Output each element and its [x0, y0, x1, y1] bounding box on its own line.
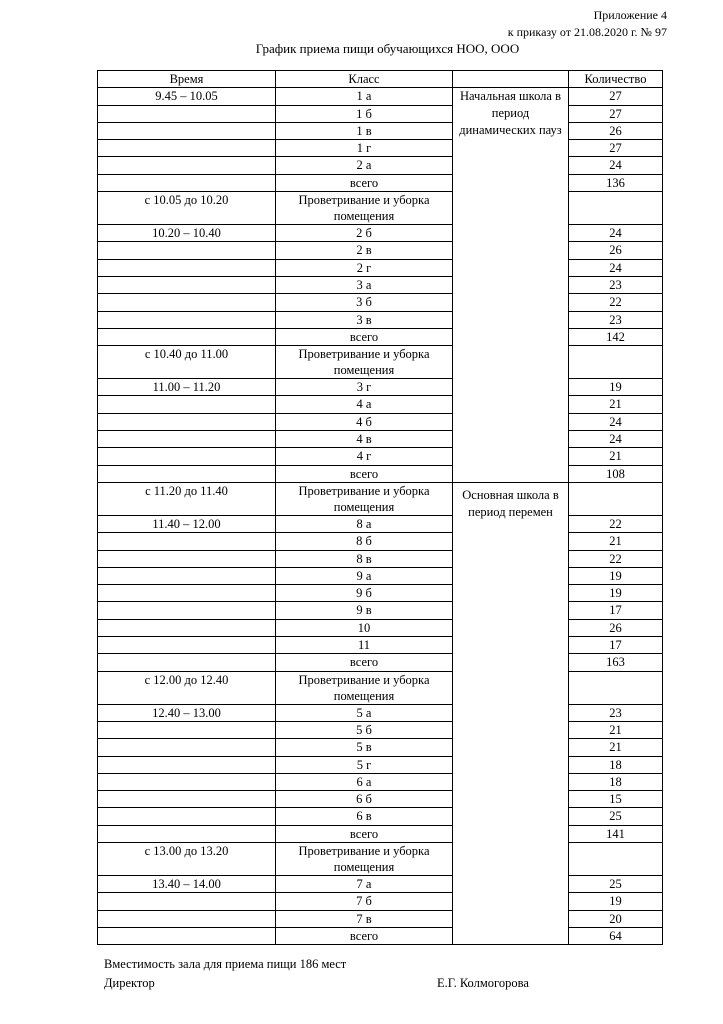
table-row	[98, 842, 663, 875]
class-cell: всего	[276, 328, 453, 345]
count-cell: 17	[569, 637, 663, 654]
time-cell: 12.40 – 13.00	[98, 704, 276, 721]
table-row	[98, 739, 663, 756]
class-cell: 3 в	[276, 311, 453, 328]
table-row	[98, 721, 663, 738]
count-cell: 136	[569, 174, 663, 191]
time-cell	[98, 721, 276, 738]
count-cell: 27	[569, 105, 663, 122]
count-cell: 17	[569, 602, 663, 619]
period-cell: Основная школа в период перемен	[453, 482, 569, 944]
count-cell: 18	[569, 756, 663, 773]
table-row	[98, 140, 663, 157]
count-cell: 23	[569, 311, 663, 328]
class-cell: 6 в	[276, 808, 453, 825]
time-cell	[98, 808, 276, 825]
count-cell: 26	[569, 122, 663, 139]
appendix-label: Приложение 4	[593, 8, 667, 22]
class-cell: всего	[276, 465, 453, 482]
count-cell: 27	[569, 140, 663, 157]
time-cell	[98, 174, 276, 191]
class-cell: 5 а	[276, 704, 453, 721]
count-cell: 26	[569, 242, 663, 259]
table-row	[98, 602, 663, 619]
time-cell	[98, 122, 276, 139]
time-cell	[98, 910, 276, 927]
count-cell: 24	[569, 225, 663, 242]
column-header-period	[453, 71, 569, 88]
table-row	[98, 704, 663, 721]
class-cell: 2 в	[276, 242, 453, 259]
table-row	[98, 431, 663, 448]
time-cell: 13.40 – 14.00	[98, 875, 276, 892]
class-cell: всего	[276, 654, 453, 671]
time-cell: 11.00 – 11.20	[98, 379, 276, 396]
time-cell	[98, 413, 276, 430]
time-cell	[98, 328, 276, 345]
class-cell: 9 а	[276, 567, 453, 584]
time-cell	[98, 619, 276, 636]
table-row	[98, 567, 663, 584]
table-row	[98, 875, 663, 892]
class-cell: 3 б	[276, 294, 453, 311]
time-cell	[98, 585, 276, 602]
count-cell	[569, 482, 663, 515]
table-row	[98, 294, 663, 311]
class-cell: 6 а	[276, 773, 453, 790]
table-row	[98, 276, 663, 293]
time-cell	[98, 157, 276, 174]
time-cell	[98, 927, 276, 944]
class-cell: всего	[276, 927, 453, 944]
time-cell	[98, 756, 276, 773]
hall-capacity-note: Вместимость зала для приема пищи 186 мест	[104, 957, 347, 971]
class-cell: 2 а	[276, 157, 453, 174]
time-cell	[98, 294, 276, 311]
class-cell: 4 б	[276, 413, 453, 430]
class-cell: 2 г	[276, 259, 453, 276]
table-row	[98, 448, 663, 465]
time-cell: 10.20 – 10.40	[98, 225, 276, 242]
table-body	[98, 88, 663, 945]
table-row	[98, 311, 663, 328]
time-cell	[98, 773, 276, 790]
table-row	[98, 910, 663, 927]
count-cell: 22	[569, 550, 663, 567]
class-cell: Проветривание и уборка помещения	[276, 346, 453, 379]
table-row	[98, 773, 663, 790]
count-cell: 22	[569, 294, 663, 311]
director-label: Директор	[104, 976, 155, 990]
count-cell: 19	[569, 567, 663, 584]
document-title: График приема пищи обучающихся НОО, ООО	[255, 41, 520, 56]
table-row	[98, 927, 663, 944]
count-cell: 24	[569, 259, 663, 276]
time-cell	[98, 276, 276, 293]
count-cell: 27	[569, 88, 663, 105]
time-cell	[98, 311, 276, 328]
class-cell: 6 б	[276, 791, 453, 808]
class-cell: 8 б	[276, 533, 453, 550]
count-cell: 23	[569, 704, 663, 721]
time-cell: с 13.00 до 13.20	[98, 842, 276, 875]
count-cell: 21	[569, 721, 663, 738]
table-row	[98, 242, 663, 259]
table-header-row	[98, 71, 663, 88]
count-cell: 20	[569, 910, 663, 927]
class-cell: 5 в	[276, 739, 453, 756]
class-cell: 7 а	[276, 875, 453, 892]
class-cell: 8 а	[276, 515, 453, 532]
table-row	[98, 192, 663, 225]
count-cell: 25	[569, 875, 663, 892]
count-cell	[569, 842, 663, 875]
time-cell	[98, 602, 276, 619]
time-cell	[98, 893, 276, 910]
count-cell	[569, 671, 663, 704]
time-cell	[98, 259, 276, 276]
column-header-class: Класс	[276, 71, 453, 88]
class-cell: 1 г	[276, 140, 453, 157]
count-cell: 21	[569, 739, 663, 756]
table-row	[98, 225, 663, 242]
table-row	[98, 88, 663, 105]
time-cell: с 12.00 до 12.40	[98, 671, 276, 704]
class-cell: 5 г	[276, 756, 453, 773]
table-row	[98, 259, 663, 276]
table-row	[98, 791, 663, 808]
table-row	[98, 515, 663, 532]
count-cell: 24	[569, 413, 663, 430]
class-cell: 7 б	[276, 893, 453, 910]
time-cell: 11.40 – 12.00	[98, 515, 276, 532]
time-cell	[98, 637, 276, 654]
time-cell: 9.45 – 10.05	[98, 88, 276, 105]
count-cell	[569, 346, 663, 379]
class-cell: 9 б	[276, 585, 453, 602]
table-row	[98, 328, 663, 345]
class-cell: 1 в	[276, 122, 453, 139]
table-row	[98, 637, 663, 654]
table-row	[98, 482, 663, 515]
time-cell	[98, 105, 276, 122]
time-cell: с 11.20 до 11.40	[98, 482, 276, 515]
table-row	[98, 585, 663, 602]
time-cell	[98, 242, 276, 259]
count-cell: 15	[569, 791, 663, 808]
table-row	[98, 893, 663, 910]
class-cell: 4 а	[276, 396, 453, 413]
time-cell	[98, 431, 276, 448]
count-cell: 22	[569, 515, 663, 532]
table-row	[98, 174, 663, 191]
time-cell	[98, 465, 276, 482]
table-row	[98, 157, 663, 174]
time-cell	[98, 448, 276, 465]
count-cell: 142	[569, 328, 663, 345]
class-cell: 4 в	[276, 431, 453, 448]
class-cell: Проветривание и уборка помещения	[276, 842, 453, 875]
count-cell: 141	[569, 825, 663, 842]
time-cell: с 10.40 до 11.00	[98, 346, 276, 379]
table-row	[98, 346, 663, 379]
table-row	[98, 825, 663, 842]
time-cell	[98, 396, 276, 413]
column-header-count: Количество	[569, 71, 663, 88]
class-cell: 5 б	[276, 721, 453, 738]
time-cell: с 10.05 до 10.20	[98, 192, 276, 225]
class-cell: 1 б	[276, 105, 453, 122]
time-cell	[98, 654, 276, 671]
class-cell: Проветривание и уборка помещения	[276, 671, 453, 704]
count-cell: 24	[569, 431, 663, 448]
table-row	[98, 808, 663, 825]
time-cell	[98, 550, 276, 567]
count-cell: 19	[569, 585, 663, 602]
count-cell: 64	[569, 927, 663, 944]
class-cell: 1 а	[276, 88, 453, 105]
time-cell	[98, 791, 276, 808]
class-cell: 3 г	[276, 379, 453, 396]
class-cell: 4 г	[276, 448, 453, 465]
count-cell: 163	[569, 654, 663, 671]
table-row	[98, 654, 663, 671]
column-header-time: Время	[98, 71, 276, 88]
table-row	[98, 533, 663, 550]
table-row	[98, 465, 663, 482]
class-cell: 7 в	[276, 910, 453, 927]
table-row	[98, 105, 663, 122]
count-cell: 19	[569, 893, 663, 910]
time-cell	[98, 140, 276, 157]
count-cell: 21	[569, 396, 663, 413]
time-cell	[98, 567, 276, 584]
class-cell: всего	[276, 825, 453, 842]
count-cell: 23	[569, 276, 663, 293]
class-cell: 11	[276, 637, 453, 654]
count-cell: 24	[569, 157, 663, 174]
class-cell: 3 а	[276, 276, 453, 293]
count-cell: 21	[569, 448, 663, 465]
table-row	[98, 396, 663, 413]
director-name: Е.Г. Колмогорова	[437, 976, 529, 990]
count-cell: 19	[569, 379, 663, 396]
table-row	[98, 756, 663, 773]
period-cell: Начальная школа в период динамических пауз	[453, 88, 569, 483]
table-row	[98, 413, 663, 430]
count-cell: 26	[569, 619, 663, 636]
table-row	[98, 550, 663, 567]
table-row	[98, 671, 663, 704]
class-cell: 8 в	[276, 550, 453, 567]
count-cell: 108	[569, 465, 663, 482]
count-cell: 18	[569, 773, 663, 790]
table-row	[98, 619, 663, 636]
class-cell: всего	[276, 174, 453, 191]
meal-schedule-table	[97, 70, 663, 945]
class-cell: Проветривание и уборка помещения	[276, 192, 453, 225]
time-cell	[98, 533, 276, 550]
time-cell	[98, 825, 276, 842]
order-reference: к приказу от 21.08.2020 г. № 97	[507, 25, 667, 39]
class-cell: 9 в	[276, 602, 453, 619]
class-cell: Проветривание и уборка помещения	[276, 482, 453, 515]
class-cell: 2 б	[276, 225, 453, 242]
count-cell: 25	[569, 808, 663, 825]
table-row	[98, 379, 663, 396]
table-row	[98, 122, 663, 139]
count-cell	[569, 192, 663, 225]
class-cell: 10	[276, 619, 453, 636]
count-cell: 21	[569, 533, 663, 550]
time-cell	[98, 739, 276, 756]
